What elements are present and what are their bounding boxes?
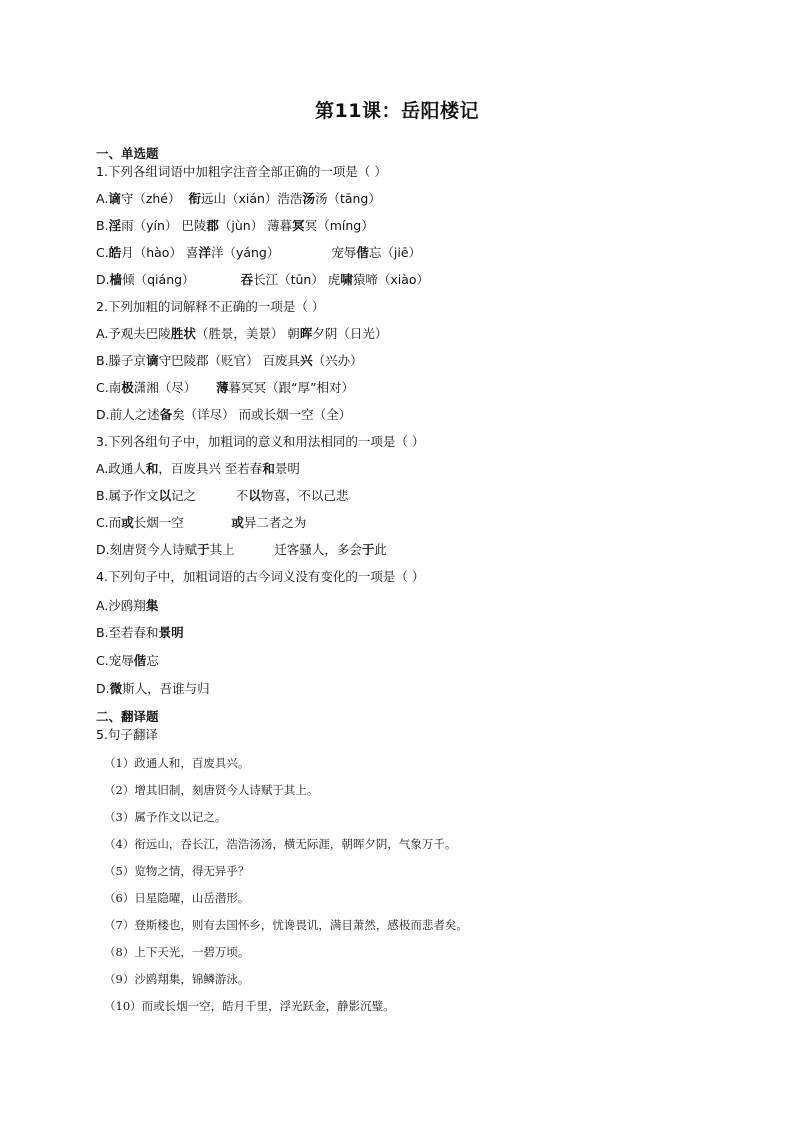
option-text: D.前人之述 — [96, 407, 160, 422]
option-text: A.政通人 — [96, 461, 146, 476]
option-text: （jùn） 薄暮 — [218, 218, 293, 233]
bold-char: 皓 — [108, 245, 122, 260]
option-text: A.沙鸥翔 — [96, 598, 146, 613]
question-2-option-c[interactable] — [96, 380, 354, 396]
option-text: 此 — [374, 542, 387, 557]
option-text: 其上 迁客骚人，多会 — [209, 542, 362, 557]
page-title: 第11课：岳阳楼记 — [315, 100, 479, 122]
option-text: C.宠辱 — [96, 653, 134, 668]
option-text: 猿啼（xiào） — [352, 272, 430, 287]
question-2-option-b[interactable] — [96, 353, 363, 369]
bold-char: 或 — [121, 515, 134, 530]
bold-char: 偕 — [356, 245, 369, 260]
bold-char: 偕 — [133, 653, 147, 668]
option-text: 物喜，不以己悲 — [260, 488, 349, 503]
question-3-option-a[interactable] — [96, 461, 300, 477]
question-2-option-a[interactable] — [96, 326, 387, 342]
bold-char: 汤 — [302, 191, 315, 206]
translation-item: （6）日星隐曜，山岳潜形。 — [104, 891, 250, 905]
option-letter: C. — [96, 245, 109, 260]
question-1-option-c[interactable] — [96, 245, 421, 261]
option-text: 守巴陵郡（贬官） 百废具 — [158, 353, 301, 368]
bold-char: 胜状 — [170, 326, 196, 341]
option-text: 倾（qiáng） — [122, 272, 195, 287]
bold-char: 备 — [159, 407, 173, 422]
option-text: D. — [96, 681, 110, 696]
bold-char: 衔 — [188, 191, 201, 206]
option-text: B.至若春和 — [96, 625, 159, 640]
bold-char: 吞 — [240, 272, 254, 287]
question-4-option-c[interactable] — [96, 653, 159, 669]
translation-item: （4）衔远山，吞长江，浩浩汤汤，横无际涯，朝晖夕阴，气象万千。 — [104, 837, 457, 851]
option-text: 雨（yín） 巴陵 — [121, 218, 207, 233]
option-text: C.而 — [96, 515, 122, 530]
bold-char: 薄 — [216, 380, 229, 395]
option-text: 斯人，吾谁与归 — [122, 681, 210, 696]
option-text: 异二者之为 — [243, 515, 307, 530]
bold-char: 洋 — [198, 245, 211, 260]
question-4-option-d[interactable] — [96, 681, 210, 697]
translation-item: （2）增其旧制，刻唐贤今人诗赋于其上。 — [104, 783, 319, 797]
question-3-stem: 3.下列各组句子中，加粗词的意义和用法相同的一项是（ ） — [96, 434, 425, 449]
option-text: 冥（míng） — [304, 218, 374, 233]
bold-char: 樯 — [109, 272, 123, 287]
translation-item: （3）属予作文以记之。 — [104, 810, 227, 824]
bold-char: 极 — [121, 380, 134, 395]
question-1-stem: 1.下列各组词语中加粗字注音全部正确的一项是（ ） — [96, 164, 387, 179]
question-4-option-a[interactable] — [96, 598, 158, 614]
bold-char: 淫 — [108, 218, 122, 233]
bold-char: 冥 — [292, 218, 305, 233]
question-5-stem: 5.句子翻译 — [96, 727, 158, 742]
translation-item: （1）政通人和，百废具兴。 — [104, 756, 250, 770]
option-text: C.南 — [96, 380, 122, 395]
translation-item: （8）上下天光，一碧万顷。 — [104, 945, 250, 959]
option-text: （兴办） — [312, 353, 363, 368]
translation-item: （10）而或长烟一空，皓月千里，浮光跃金，静影沉璧。 — [104, 999, 395, 1013]
question-3-option-d[interactable] — [96, 542, 387, 558]
option-text: 潇湘（尽） — [133, 380, 217, 395]
bold-char: 于 — [197, 542, 210, 557]
bold-char: 晖 — [299, 326, 313, 341]
option-text: ，百废具兴 至若春 — [158, 461, 263, 476]
question-4-stem: 4.下列句子中，加粗词语的古今词义没有变化的一项是（ ） — [96, 569, 425, 584]
question-1-option-b[interactable] — [96, 218, 374, 234]
translation-item: （9）沙鸥翔集，锦鳞游泳。 — [104, 972, 250, 986]
bold-char: 和 — [145, 461, 159, 476]
bold-char: 集 — [145, 598, 159, 613]
option-text: 夕阴（日光） — [312, 326, 388, 341]
option-text: B.滕子京 — [96, 353, 147, 368]
question-2-stem: 2.下列加粗的词解释不正确的一项是（ ） — [96, 299, 325, 314]
option-text: 宠辱 — [331, 245, 357, 260]
question-3-option-b[interactable] — [96, 488, 348, 504]
bold-char: 郡 — [206, 218, 219, 233]
question-1-option-a[interactable] — [96, 191, 381, 207]
section-heading-translation: 二、翻译题 — [96, 709, 159, 724]
option-text: 忘 — [146, 653, 159, 668]
bold-char: 和 — [262, 461, 275, 476]
bold-char: 景明 — [158, 625, 184, 640]
option-text: 洋（yáng） — [210, 245, 280, 260]
question-4-option-b[interactable] — [96, 625, 184, 641]
option-text: （胜景，美景） 朝 — [195, 326, 300, 341]
option-text: 记之 不 — [171, 488, 249, 503]
bold-char: 谪 — [108, 191, 121, 206]
option-text: 守（zhé） — [120, 191, 181, 206]
option-letter: D. — [96, 272, 110, 287]
option-text: 暮冥冥（跟“厚”相对） — [228, 380, 355, 395]
option-text: 月（hào） 喜 — [121, 245, 199, 260]
question-2-option-d[interactable] — [96, 407, 351, 423]
option-letter: A. — [96, 191, 109, 206]
translation-item: （7）登斯楼也，则有去国怀乡，忧谗畏讥，满目萧然，感极而悲者矣。 — [104, 918, 468, 932]
option-text: D.刻唐贤今人诗赋 — [96, 542, 198, 557]
bold-char: 或 — [231, 515, 244, 530]
translation-item: （5）览物之情，得无异乎？ — [104, 864, 250, 878]
option-text: 忘（jiē） — [368, 245, 422, 260]
option-text: 远山（xián）浩浩 — [200, 191, 303, 206]
bold-char: 啸 — [340, 272, 353, 287]
option-text: B.属予作文 — [96, 488, 159, 503]
option-text: 景明 — [274, 461, 300, 476]
question-3-option-c[interactable] — [96, 515, 306, 531]
bold-char: 微 — [109, 681, 123, 696]
option-text: 汤（tāng） — [314, 191, 381, 206]
option-text: 矣（详尽） 而或长烟一空（全） — [172, 407, 352, 422]
section-heading-single-choice: 一、单选题 — [96, 146, 159, 161]
bold-char: 于 — [361, 542, 375, 557]
option-text: A.予观夫巴陵 — [96, 326, 171, 341]
option-text: 长江（tūn） 虎 — [253, 272, 341, 287]
option-text: 长烟一空 — [133, 515, 232, 530]
bold-char: 谪 — [146, 353, 159, 368]
question-1-option-d[interactable] — [96, 272, 429, 288]
bold-char: 以 — [248, 488, 261, 503]
bold-char: 兴 — [300, 353, 313, 368]
bold-char: 以 — [158, 488, 172, 503]
option-letter: B. — [96, 218, 109, 233]
